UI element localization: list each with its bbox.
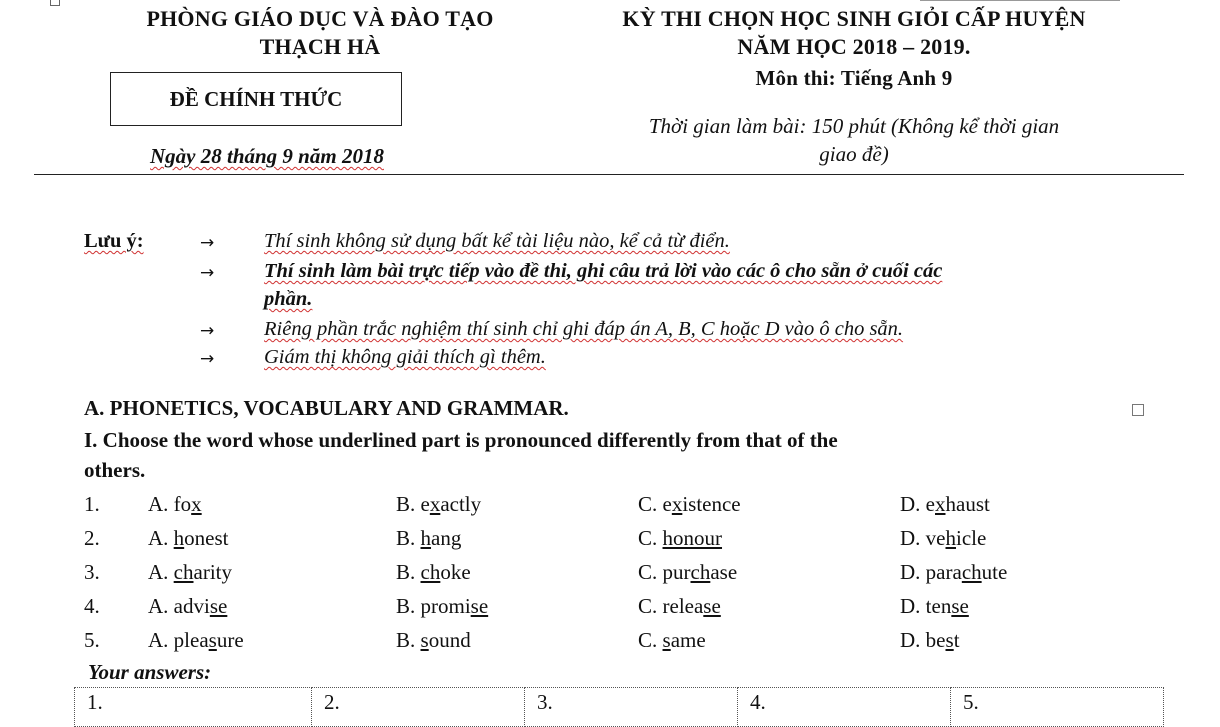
time-allowed-line-2: giao đề) xyxy=(819,142,889,166)
answer-row xyxy=(75,688,1164,727)
question-number: 2. xyxy=(84,526,100,550)
exam-title: KỲ THI CHỌN HỌC SINH GIỎI CẤP HUYỆN xyxy=(622,6,1086,31)
part-i-instruction-line-2: others. xyxy=(84,458,146,482)
time-allowed-line-1: Thời gian làm bài: 150 phút (Không kể thời gian xyxy=(648,114,1060,138)
option-d: D. exhaust xyxy=(900,492,990,516)
option-a: A. advise xyxy=(148,594,228,618)
option-b: B. exactly xyxy=(396,492,482,516)
school-year: NĂM HỌC 2018 – 2019. xyxy=(737,34,971,59)
official-exam-box xyxy=(110,72,402,126)
option-a: A. honest xyxy=(148,526,229,550)
note-item-3: Riêng phần trắc nghiệm thí sinh chỉ ghi đáp án A, B, C hoặc D vào ô cho sẵn. xyxy=(264,318,904,340)
underlined-part: se xyxy=(209,594,228,618)
underlined-part: ch xyxy=(173,560,194,584)
note-item-2-cont: phần. xyxy=(264,288,313,310)
underlined-part: h xyxy=(420,526,432,550)
question-number: 5. xyxy=(84,628,100,652)
part-i-instruction-line-1: I. Choose the word whose underlined part is pronounced differently from that of the xyxy=(84,428,838,452)
option-c: C. existence xyxy=(638,492,741,516)
underlined-part: h xyxy=(173,526,185,550)
note-item-1: Thí sinh không sử dụng bất kể tài liệu nào, kể cả từ điển. xyxy=(264,230,730,252)
arrow-icon: → xyxy=(200,349,215,369)
option-d: D. tense xyxy=(900,594,969,618)
underlined-part: x xyxy=(935,492,946,516)
option-b: B. sound xyxy=(396,628,471,652)
option-d: D. vehicle xyxy=(900,526,987,550)
underlined-part: se xyxy=(703,594,721,618)
underlined-part: h xyxy=(945,526,956,550)
option-a: A. pleasure xyxy=(148,628,244,652)
official-exam-label: ĐỀ CHÍNH THỨC xyxy=(169,86,343,111)
department-line-1: PHÒNG GIÁO DỤC VÀ ĐÀO TẠO xyxy=(146,6,494,31)
underlined-part: x xyxy=(429,492,441,516)
table-move-handle-icon[interactable] xyxy=(50,0,60,6)
underlined-part: se xyxy=(951,594,969,618)
your-answers-label: Your answers: xyxy=(88,660,212,684)
underlined-part: s xyxy=(208,628,217,652)
header-divider xyxy=(34,174,1184,175)
answer-cell-4[interactable]: 4. xyxy=(738,688,951,727)
option-c: C. honour xyxy=(638,526,723,550)
underlined-part: x xyxy=(191,492,202,516)
note-item-4: Giám thị không giải thích gì thêm. xyxy=(264,346,546,368)
underlined-part: se xyxy=(470,594,489,618)
option-b: B. promise xyxy=(396,594,489,618)
underlined-part: s xyxy=(945,628,954,652)
exam-date: Ngày 28 tháng 9 năm 2018 xyxy=(150,144,384,168)
notes-label: Lưu ý: xyxy=(84,230,144,252)
underlined-part: ch xyxy=(420,560,441,584)
underlined-part: ch xyxy=(961,560,982,584)
option-a: A. fox xyxy=(148,492,202,516)
option-c: C. same xyxy=(638,628,706,652)
underlined-part: honour xyxy=(662,526,723,550)
answer-table xyxy=(74,687,1164,727)
option-d: D. parachute xyxy=(900,560,1008,584)
option-b: B. choke xyxy=(396,560,471,584)
option-b: B. hang xyxy=(396,526,462,550)
note-item-2: Thí sinh làm bài trực tiếp vào đề thi, ghi câu trả lời vào các ô cho sẵn ở cuối các xyxy=(264,260,943,282)
arrow-icon: → xyxy=(200,263,215,283)
answer-cell-1[interactable]: 1. xyxy=(75,688,312,727)
arrow-icon: → xyxy=(200,321,215,341)
answer-cell-5[interactable]: 5. xyxy=(951,688,1164,727)
arrow-icon: → xyxy=(200,233,215,253)
answer-cell-3[interactable]: 3. xyxy=(525,688,738,727)
department-line-2: THẠCH HÀ xyxy=(259,34,381,59)
underlined-part: x xyxy=(671,492,683,516)
option-d: D. best xyxy=(900,628,960,652)
question-number: 3. xyxy=(84,560,100,584)
underlined-part: ch xyxy=(690,560,711,584)
question-number: 1. xyxy=(84,492,100,516)
option-c: C. purchase xyxy=(638,560,738,584)
exam-subject: Môn thi: Tiếng Anh 9 xyxy=(755,66,953,90)
paragraph-anchor-icon xyxy=(1132,404,1144,416)
section-a-heading: A. PHONETICS, VOCABULARY AND GRAMMAR. xyxy=(84,396,569,420)
top-edge-line xyxy=(920,0,1120,1)
option-c: C. release xyxy=(638,594,721,618)
underlined-part: s xyxy=(662,628,671,652)
question-number: 4. xyxy=(84,594,100,618)
underlined-part: s xyxy=(420,628,429,652)
option-a: A. charity xyxy=(148,560,232,584)
answer-cell-2[interactable]: 2. xyxy=(312,688,525,727)
